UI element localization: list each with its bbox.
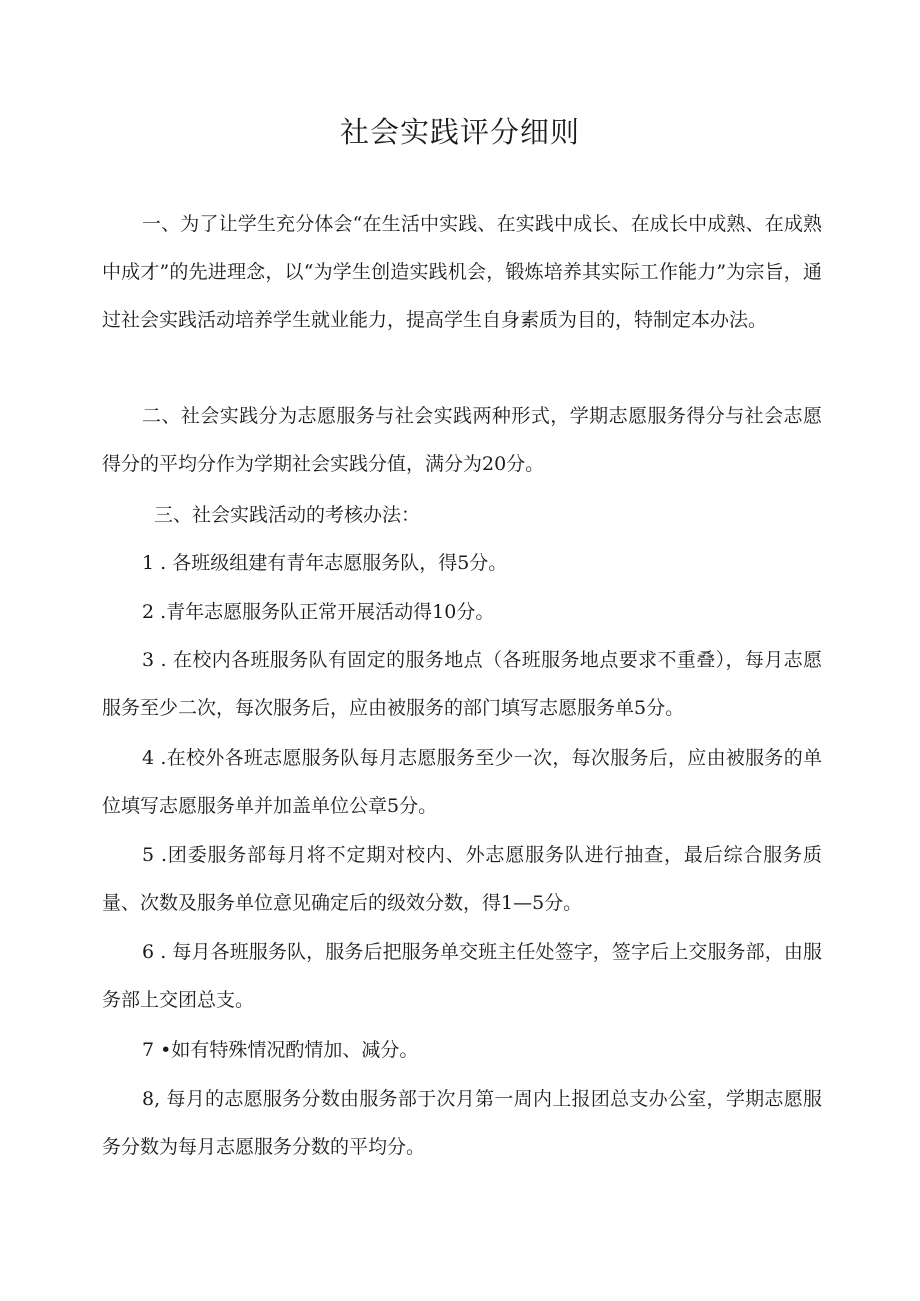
rule-item-3: 3 . 在校内各班服务队有固定的服务地点（各班服务地点要求不重叠），每月志愿服务至少二次，每次服务后，应由被服务的部门填写志愿服务单5分。 [102,649,822,719]
rule-item-1: 1 . 各班级组建有青年志愿服务队，得5分。 [142,552,508,574]
document-title: 社会实践评分细则 [339,115,580,149]
rule-item-2: 2 .青年志愿服务队正常开展活动得10分。 [142,601,495,623]
paragraph-1-purpose: 一、为了让学生充分体会“在生活中实践、在实践中成长、在成长中成熟、在成熟中成才”的先进理念，以“为学生创造实践机会，锻炼培养其实际工作能力”为宗旨，通过社会实践活动培养学生就业能力，提高学生自身素质为目的，特制定本办法。 [102,213,822,331]
rule-item-5: 5 .团委服务部每月将不定期对校内、外志愿服务队进行抽查，最后综合服务质量、次数及服务单位意见确定后的级效分数，得1—5分。 [102,844,822,914]
rule-item-7: 7 •如有特殊情况酌情加、减分。 [142,1039,419,1061]
paragraph-2-forms: 二、社会实践分为志愿服务与社会实践两种形式，学期志愿服务得分与社会志愿得分的平均分作为学期社会实践分值，满分为20分。 [102,405,822,475]
rule-item-8: 8, 每月的志愿服务分数由服务部于次月第一周内上报团总支办公室，学期志愿服务分数为每月志愿服务分数的平均分。 [102,1088,822,1158]
rule-item-6: 6 . 每月各班服务队，服务后把服务单交班主任处签字，签字后上交服务部，由服务部上交团总支。 [102,941,822,1011]
rule-item-4: 4 .在校外各班志愿服务队每月志愿服务至少一次，每次服务后，应由被服务的单位填写志愿服务单并加盖单位公章5分。 [102,747,822,817]
paragraph-3-assessment-heading: 三、社会实践活动的考核办法： [154,504,421,526]
